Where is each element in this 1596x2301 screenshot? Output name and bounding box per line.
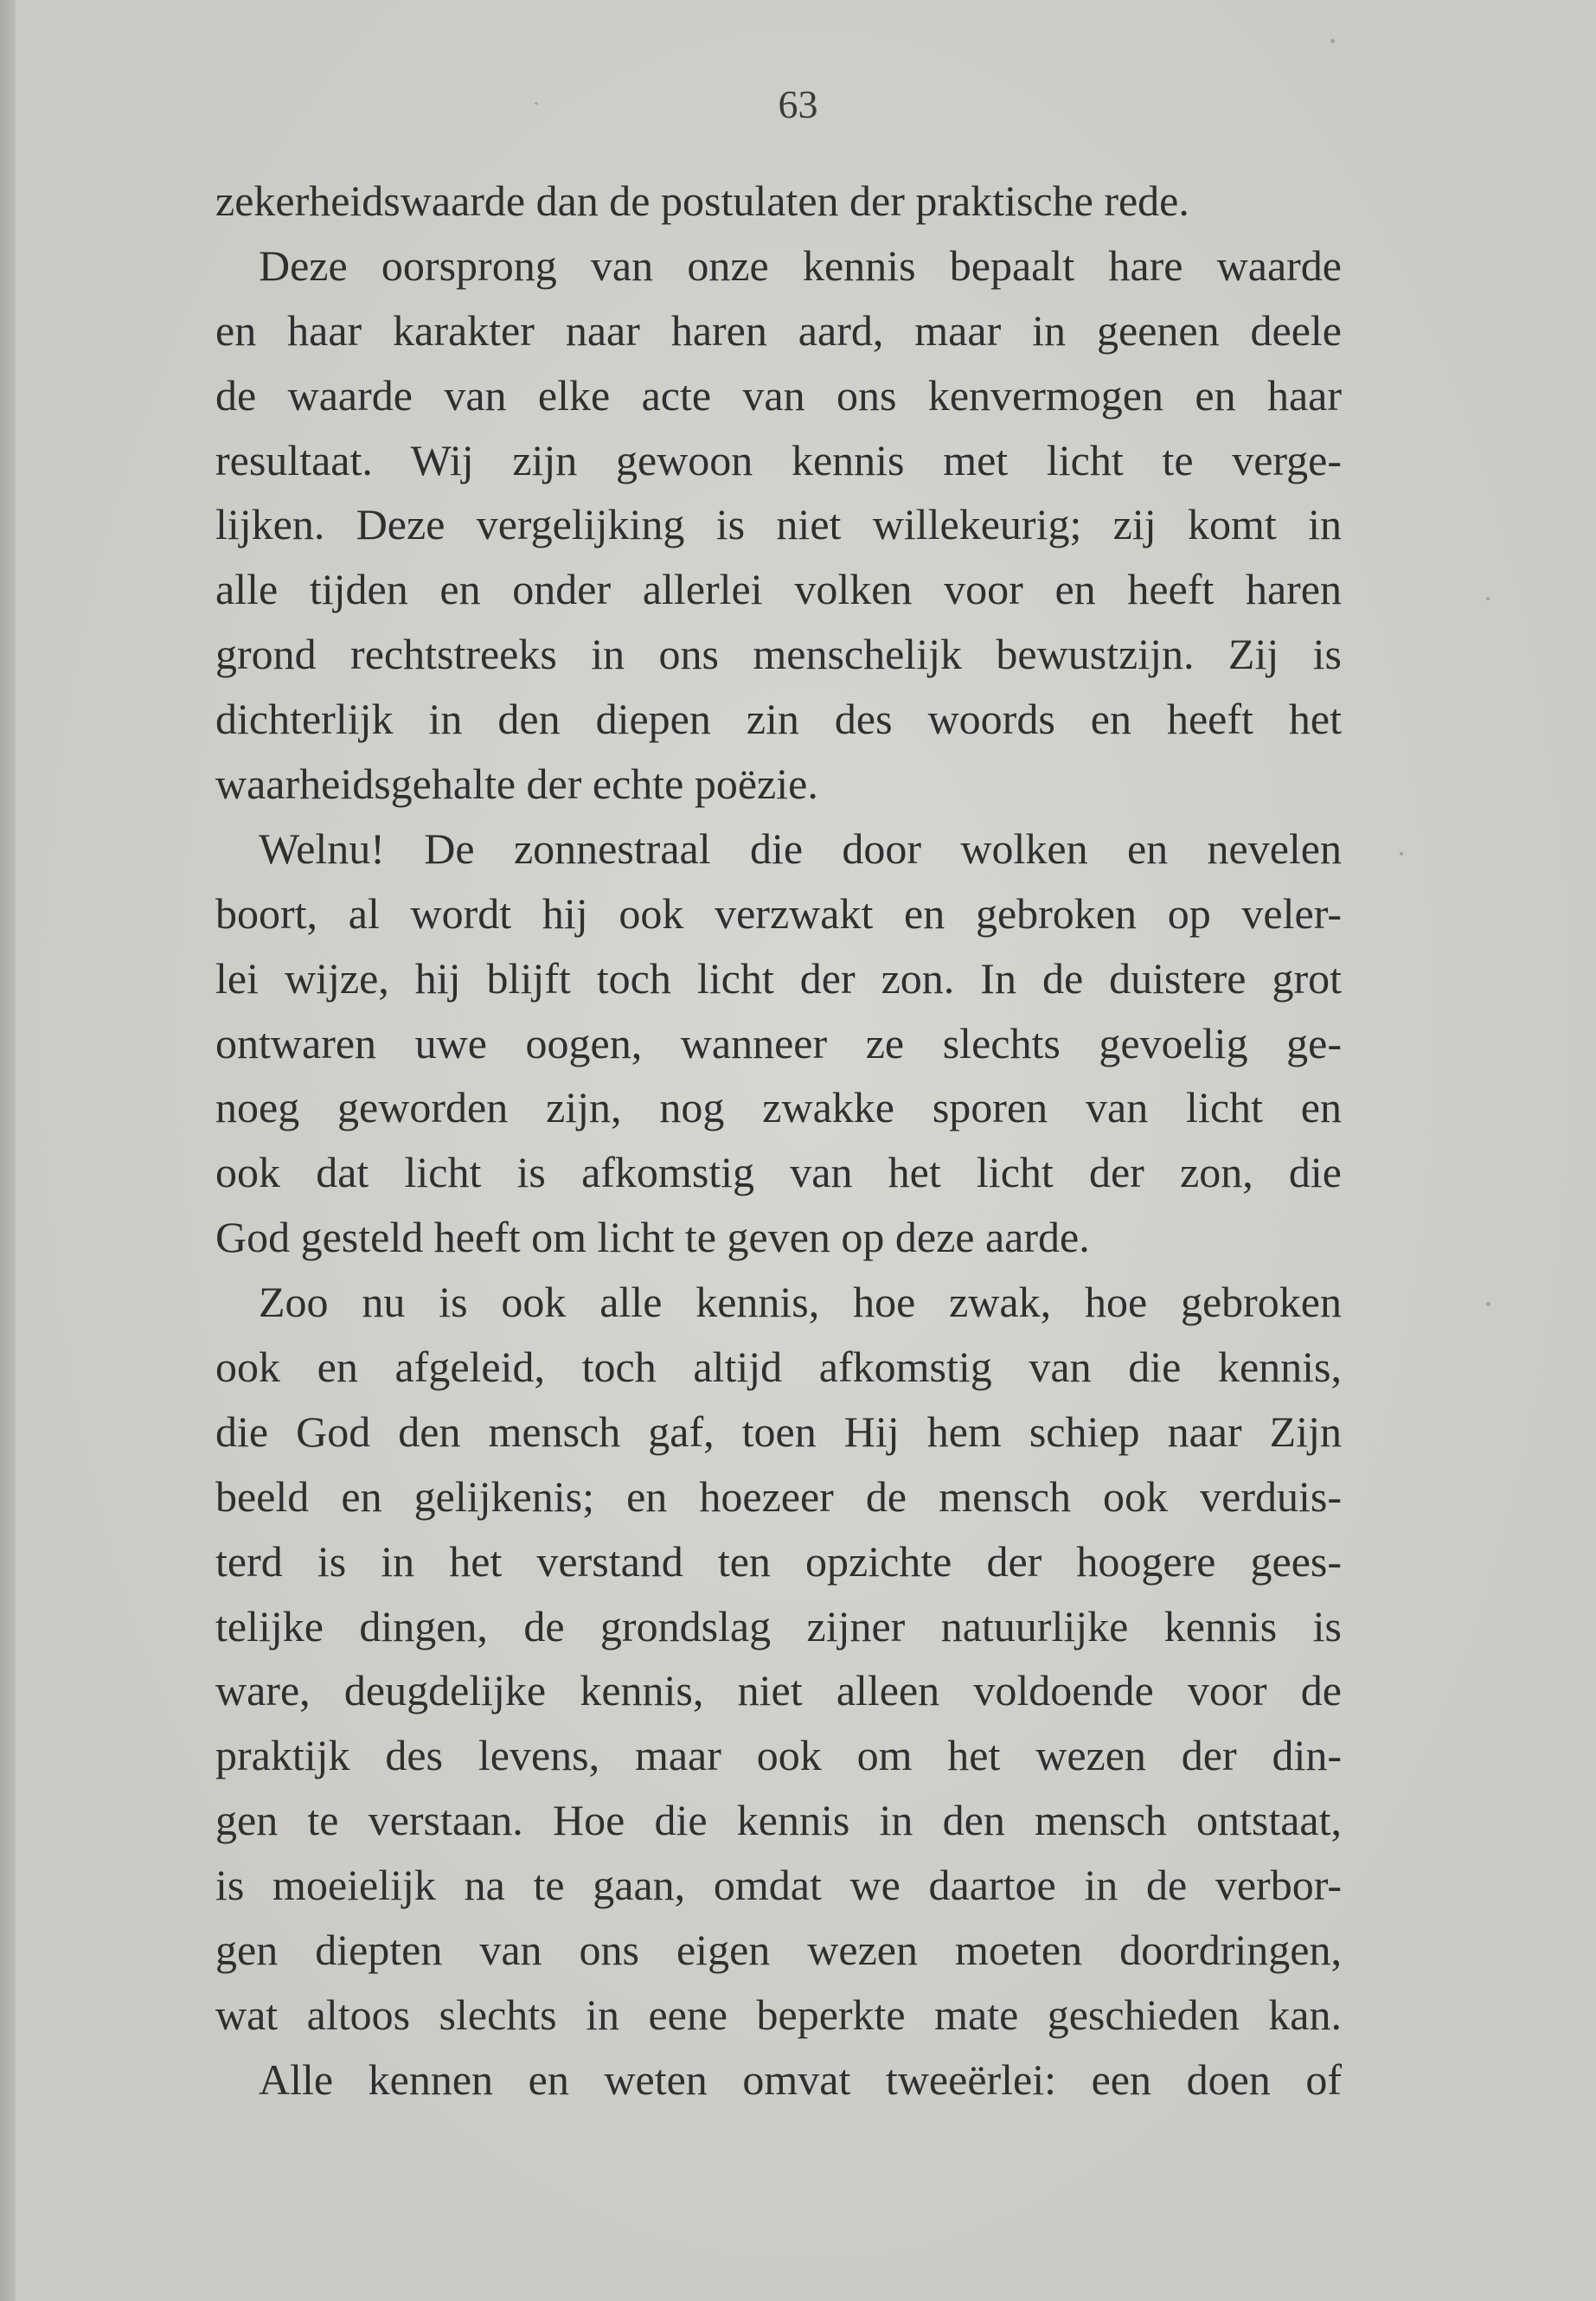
text-line: Welnu! De zonnestraal die door wolken en nevelen	[259, 824, 1342, 873]
text-line: noeg geworden zijn, nog zwakke sporen van licht en	[215, 1083, 1342, 1132]
text-line: lei wijze, hij blijft toch licht der zon. In de duistere grot	[215, 953, 1342, 1003]
text-line: Deze oorsprong van onze kennis bepaalt hare waarde	[259, 240, 1342, 290]
text-line: telijke dingen, de grondslag zijner natuurlijke kennis is	[215, 1601, 1342, 1650]
text-line: terd is in het verstand ten opzichte der hoogere gees-	[215, 1536, 1342, 1586]
text-line: lijken. Deze vergelijking is niet willekeurig; zij komt in	[215, 500, 1342, 549]
body-text	[215, 169, 1342, 2112]
text-line: ook en afgeleid, toch altijd afkomstig van die kennis,	[215, 1343, 1342, 1392]
speck	[1330, 39, 1335, 43]
text-line: wat altoos slechts in eene beperkte mate geschieden kan.	[215, 1990, 1342, 2039]
text-line: beeld en gelijkenis; en hoezeer de mensch ook verduis-	[215, 1471, 1342, 1521]
text-line: waarheidsgehalte der echte poëzie.	[215, 760, 818, 809]
text-line: Alle kennen en weten omvat tweeërlei: een doen of	[259, 2054, 1342, 2104]
text-line: de waarde van elke acte van ons kenvermogen en haar	[215, 370, 1342, 420]
text-line: dichterlijk in den diepen zin des woords en heeft het	[215, 695, 1342, 744]
speck	[1486, 597, 1490, 600]
page-number: 63	[778, 82, 818, 126]
text-line: Zoo nu is ook alle kennis, hoe zwak, hoe gebroken	[259, 1278, 1342, 1327]
text-line: ware, deugdelijke kennis, niet alleen voldoende voor de	[215, 1666, 1342, 1715]
text-line: alle tijden en onder allerlei volken voor en heeft haren	[215, 565, 1342, 614]
text-line: ontwaren uwe oogen, wanneer ze slechts gevoelig ge-	[215, 1018, 1342, 1067]
text-line: en haar karakter naar haren aard, maar in geenen deele	[215, 305, 1342, 355]
text-line: die God den mensch gaf, toen Hij hem schiep naar Zijn	[215, 1407, 1342, 1456]
text-line: resultaat. Wij zijn gewoon kennis met licht te verge-	[215, 435, 1342, 484]
text-line: praktijk des levens, maar ook om het wezen der din-	[215, 1731, 1342, 1780]
text-line: gen diepten van ons eigen wezen moeten doordringen,	[215, 1926, 1342, 1975]
speck	[1486, 1302, 1490, 1306]
text-line: grond rechtstreeks in ons menschelijk bewustzijn. Zij is	[215, 630, 1342, 679]
text-line: ook dat licht is afkomstig van het licht der zon, die	[215, 1148, 1342, 1197]
text-line: gen te verstaan. Hoe die kennis in den mensch ontstaat,	[215, 1796, 1342, 1845]
text-line: zekerheidswaarde dan de postulaten der praktische rede.	[215, 176, 1189, 225]
speck	[1400, 852, 1403, 856]
page-edge	[0, 0, 16, 2301]
text-line: boort, al wordt hij ook verzwakt en gebroken op veler-	[215, 888, 1342, 938]
text-line: God gesteld heeft om licht te geven op deze aarde.	[215, 1213, 1090, 1262]
text-line: is moeielijk na te gaan, omdat we daartoe in de verbor-	[215, 1861, 1342, 1910]
